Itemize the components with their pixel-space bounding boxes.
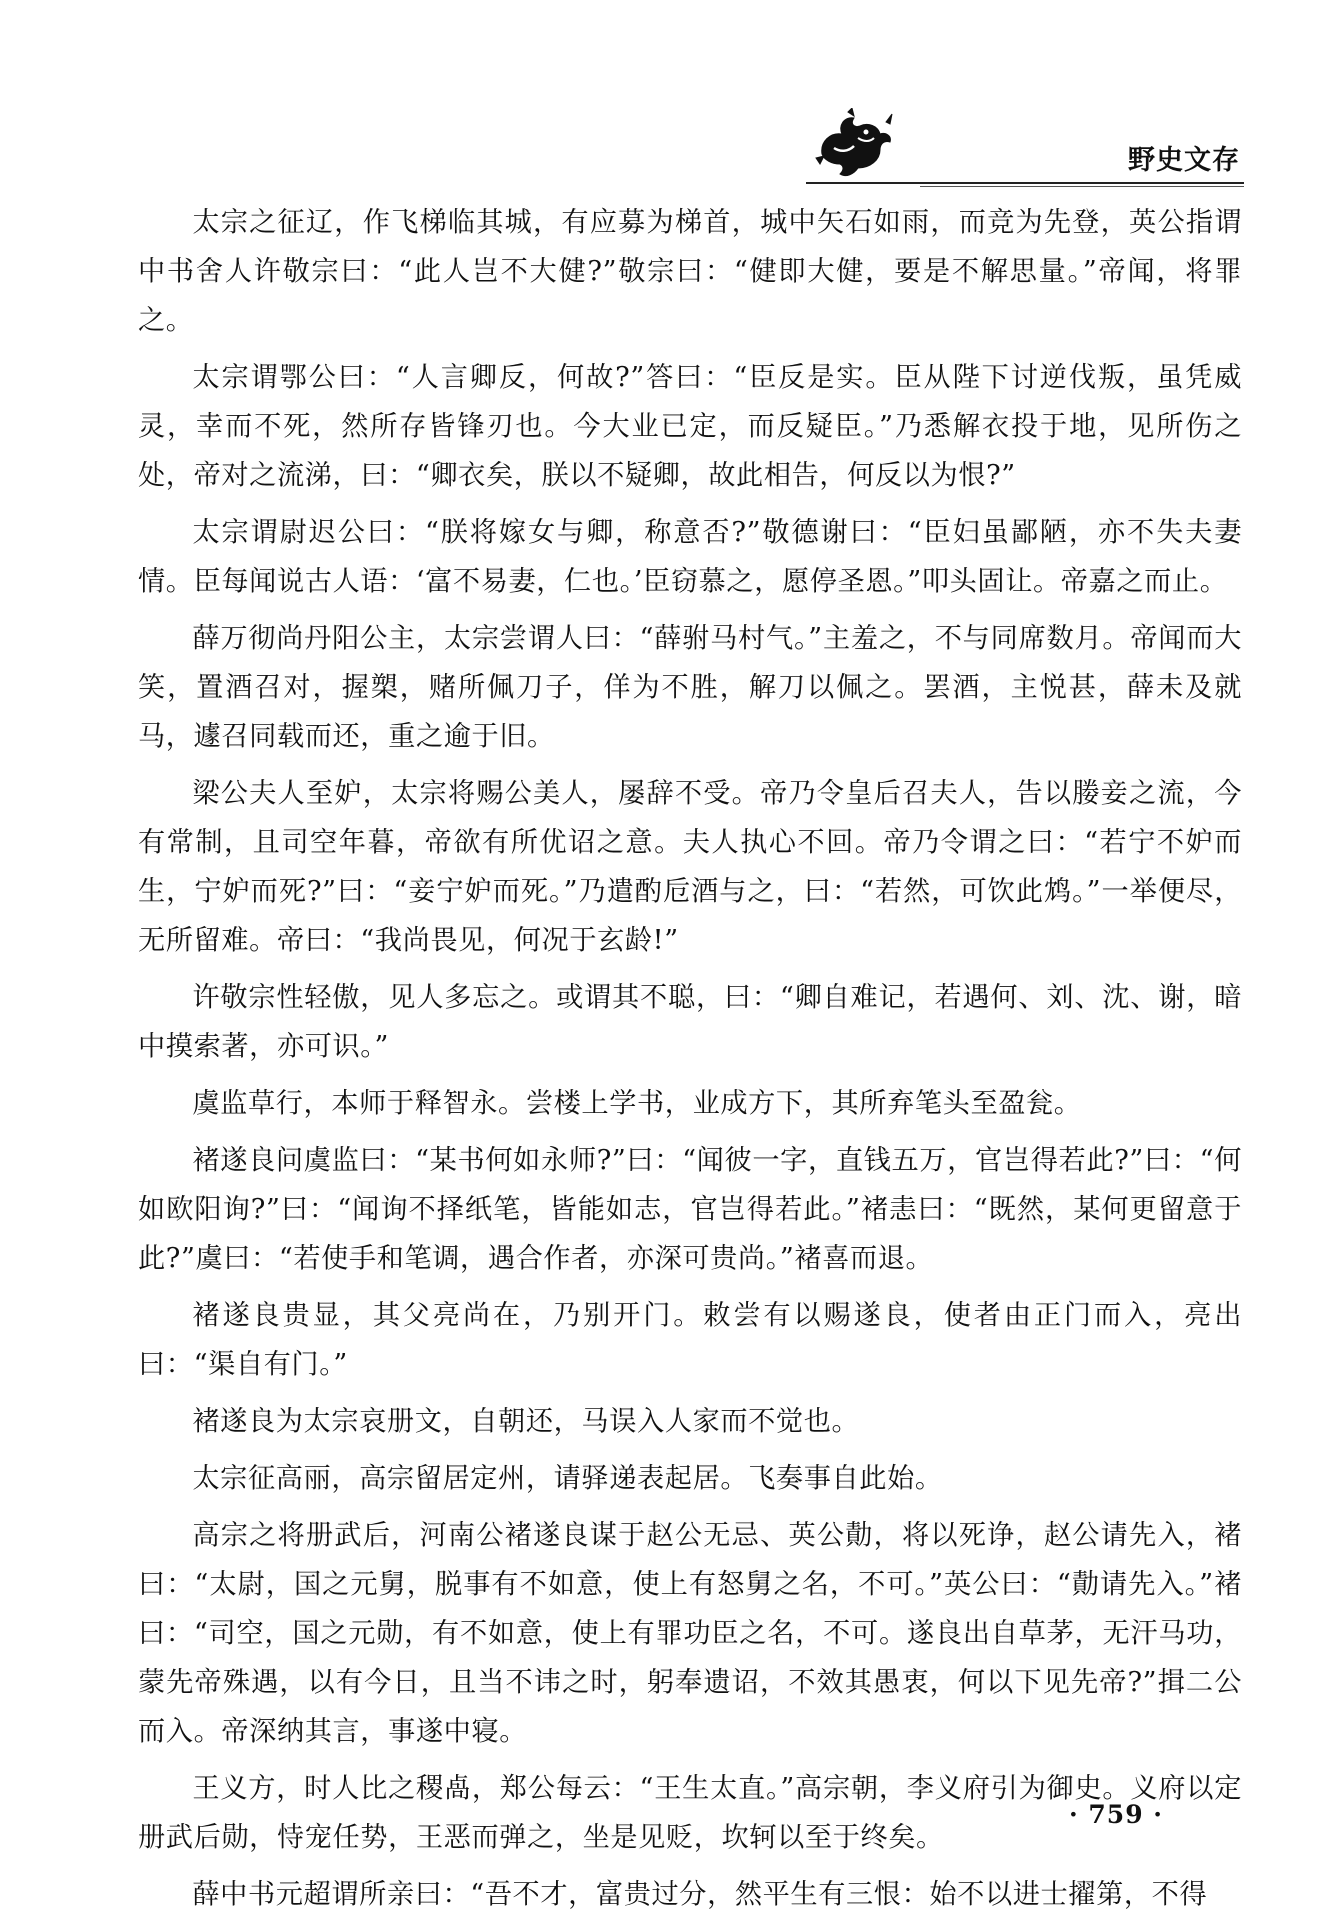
paragraph: 太宗谓尉迟公曰：“朕将嫁女与卿，称意否?”敬德谢曰：“臣妇虽鄙陋，亦不失夫妻情。臣每闻说古人语：‘富不易妻，仁也。’臣窃慕之，愿停圣恩。”叩头固让。帝嘉之而止。 [138,517,1242,597]
paragraph: 高宗之将册武后，河南公褚遂良谋于赵公无忌、英公勣，将以死诤，赵公请先入，褚曰：“太尉，国之元舅，脱事有不如意，使上有怒舅之名，不可。”英公曰：“勣请先入。”褚曰：“司空，国之元勋，有不如意，使上有罪功臣之名，不可。遂良出自草茅，无汗马功，蒙先帝殊遇，以有今日，且当不讳之时，躬奉遗诏，不效其愚衷，何以下见先帝?”揖二公而入。帝深纳其言，事遂中寝。 [138,1520,1242,1747]
header-rule-thin [920,186,1244,187]
page-number: · 759 · [1069,1800,1163,1829]
paragraph: 褚遂良贵显，其父亮尚在，乃别开门。敕尝有以赐遂良，使者由正门而入，亮出曰：“渠自有门。” [138,1300,1242,1380]
paragraph: 太宗征高丽，高宗留居定州，请驿递表起居。飞奏事自此始。 [192,1463,943,1494]
paragraph: 太宗之征辽，作飞梯临其城，有应募为梯首，城中矢石如雨，而竞为先登，英公指谓中书舍人许敬宗曰：“此人岂不大健?”敬宗曰：“健即大健，要是不解思量。”帝闻，将罪之。 [138,207,1242,336]
paragraph: 太宗谓鄂公曰：“人言卿反，何故?”答曰：“臣反是实。臣从陛下讨逆伐叛，虽凭威灵，幸而不死，然所存皆锋刃也。今大业已定，而反疑臣。”乃悉解衣投于地，见所伤之处，帝对之流涕，曰：“卿衣矣，朕以不疑卿，故此相告，何反以为恨?” [138,362,1242,491]
paragraph: 虞监草行，本师于释智永。尝楼上学书，业成方下，其所弃笔头至盈瓮。 [192,1088,1082,1119]
dragon-emblem-icon [814,108,896,180]
paragraph: 薛万彻尚丹阳公主，太宗尝谓人曰：“薛驸马村气。”主羞之，不与同席数月。帝闻而大笑，置酒召对，握槊，赌所佩刀子，佯为不胜，解刀以佩之。罢酒，主悦甚，薛未及就马，遽召同载而还，重之逾于旧。 [138,623,1242,752]
paragraph: 王义方，时人比之稷卨，郑公每云：“王生太直。”高宗朝，李义府引为御史。义府以定册武后勋，恃宠任势，王恶而弹之，坐是见贬，坎轲以至于终矣。 [138,1773,1242,1853]
header-rule [806,182,1244,184]
paragraph: 梁公夫人至妒，太宗将赐公美人，屡辞不受。帝乃令皇后召夫人，告以媵妾之流，今有常制，且司空年暮，帝欲有所优诏之意。夫人执心不回。帝乃令谓之曰：“若宁不妒而生，宁妒而死?”曰：“妾宁妒而死。”乃遣酌卮酒与之，曰：“若然，可饮此鸩。”一举便尽，无所留难。帝曰：“我尚畏见，何况于玄龄!” [138,778,1242,956]
paragraph: 许敬宗性轻傲，见人多忘之。或谓其不聪，曰：“卿自难记，若遇何、刘、沈、谢，暗中摸索著，亦可识。” [138,982,1242,1062]
paragraph: 褚遂良问虞监曰：“某书何如永师?”曰：“闻彼一字，直钱五万，官岂得若此?”曰：“何如欧阳询?”曰：“闻询不择纸笔，皆能如志，官岂得若此。”褚恚曰：“既然，某何更留意于此?”虞曰：“若使手和笔调，遇合作者，亦深可贵尚。”褚喜而退。 [138,1145,1242,1274]
paragraph: 薛中书元超谓所亲曰：“吾不才，富贵过分，然平生有三恨：始不以进士擢第，不得 [192,1879,1208,1910]
header-title: 野史文存 [1128,145,1240,176]
paragraph: 褚遂良为太宗哀册文，自朝还，马误入人家而不觉也。 [192,1406,860,1437]
body-text [138,198,1242,1927]
running-header [800,108,1240,188]
